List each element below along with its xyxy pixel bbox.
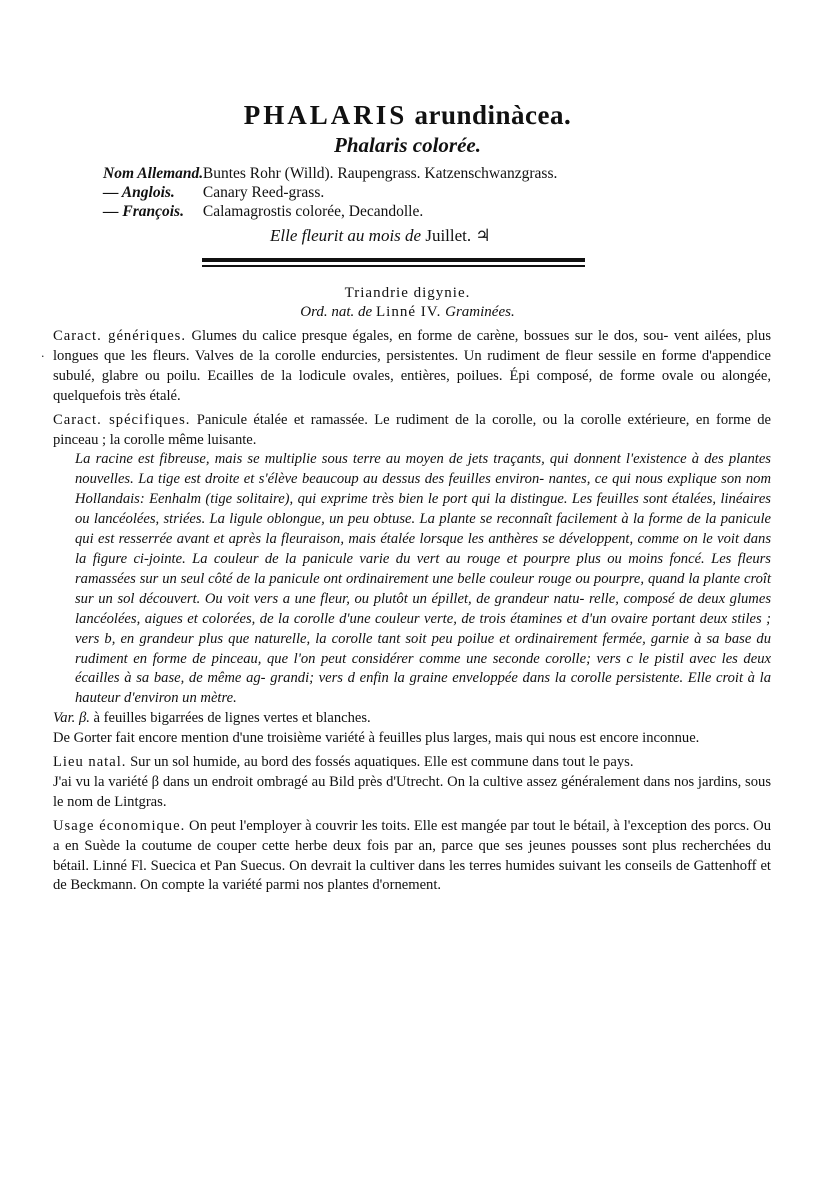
body-text	[53, 327, 771, 896]
section-heading: Usage économique.	[53, 817, 186, 834]
text-line: nantes, ce qui nous explique son nom Hollandais: Eenhalm (tige solitaire), qui exprime très bien le	[75, 471, 772, 508]
text-line: J'ai vu la variété β dans un endroit ombragé au Bild près d'Utrecht. On la cultive assez généralement dans	[53, 773, 671, 790]
order-prefix: Ord. nat. de	[300, 304, 373, 320]
name-row-english	[103, 183, 557, 202]
text-line: en forme de pinceau ; la corolle même luisante.	[53, 411, 771, 448]
order-author: Linné IV.	[375, 304, 442, 320]
text-line: nos jardins, sous le nom de Lintgras.	[53, 773, 772, 810]
perennial-symbol: ♃	[475, 226, 491, 245]
generic-characters	[53, 327, 771, 407]
vernacular-names	[103, 164, 557, 221]
text-line: peu poilue et ordinairement fermée, garnie à sa base du rudiment en forme de pinceau, que l'on peut	[75, 630, 771, 667]
text-line: après la fleuraison, mais étalée lorsque les anthères se développent, comme on le voit dans la figure	[75, 531, 772, 567]
section-heading: Caract. spécifiques.	[53, 411, 191, 428]
name-row-french	[103, 202, 557, 221]
specific-characters	[53, 411, 771, 451]
native-habitat	[53, 753, 771, 773]
gorter-note	[53, 729, 771, 749]
text-line: inconnue.	[642, 730, 700, 747]
text-line: De Gorter fait encore mention d'une troisième variété à feuilles plus larges, mais qui nous est encore	[53, 730, 639, 747]
text-line: Glumes du calice presque égales, en forme de carène, bossues sur le dos, sou-	[191, 328, 669, 344]
text-line: sessile en forme d'appendice subulé, glabre ou poilu. Ecailles de la lodicule ovales, entières, poilues. Épi	[53, 347, 771, 384]
variety-label: Var. β.	[53, 710, 90, 727]
section-heading: Caract. génériques.	[53, 328, 187, 344]
text-line: un peu obtuse. La plante se reconnaît facilement à la forme de la panicule qui est resserrée avant et	[75, 511, 771, 548]
section-heading: Lieu natal.	[53, 754, 127, 771]
text-line: relle, composé de deux glumes lancéolées, aigues et colorées, de la corolle d'une couleur verte, de trois	[75, 590, 771, 627]
flowering-prefix: Elle fleurit au mois de	[270, 226, 422, 245]
order-family: Graminées.	[445, 304, 515, 320]
classification-class: Triandrie digynie.	[344, 285, 471, 301]
page-title	[0, 100, 815, 131]
common-name: Phalaris colorée.	[334, 133, 481, 157]
name-label: — François.	[103, 203, 184, 220]
name-label: — Anglois.	[103, 184, 175, 201]
text-line: composé, de forme ovale ou alongée, quelquefois très étalé.	[53, 367, 772, 404]
name-value: Canary Reed-grass.	[202, 184, 325, 201]
text-line: grandi; vers d enfin la graine enveloppée dans la corolle persistente. Elle croit à la hauteur d'environ	[75, 670, 771, 707]
text-line: jeunes pousses sont plus recherchées du bétail. Linné Fl. Suecica et Pan Suecus. On devrait la cultiver dans	[53, 837, 772, 874]
double-rule-thin	[202, 265, 585, 267]
text-line: à des plantes nouvelles. La tige est droite et s'élève beaucoup au dessus des feuilles environ-	[75, 451, 771, 488]
margin-mark: .	[41, 347, 45, 360]
text-line: l'exception des porcs. Ou a en Suède la coutume de couper cette herbe deux fois par an, parce que ses	[53, 817, 771, 854]
flowering-month: Juillet.	[425, 226, 472, 245]
species-name: arundinàcea.	[414, 100, 572, 130]
text-line: Sur un sol humide, au bord des fossés aquatiques. Elle est commune dans tout le pays.	[130, 754, 634, 771]
name-value: Calamagrostis colorée, Decandolle.	[202, 203, 424, 220]
text-line: ramassées sur un seul côté de la panicule ont ordinairement une belle couleur rouge ou pourpre, quand	[75, 570, 685, 587]
variety	[53, 709, 771, 729]
text-line: la plante croît sur un sol découvert. Ou voit vers a une fleur, ou plutôt un épillet, de grandeur natu-	[75, 570, 771, 607]
flowering-line	[270, 226, 491, 246]
genus-name: PHALARIS	[243, 100, 408, 130]
classification-order	[0, 304, 815, 321]
text-line: un mètre.	[182, 690, 237, 707]
text-line: considérer comme une seconde corolle; vers c le pistil avec les deux écailles à sa base, de même ag-	[75, 650, 771, 687]
text-line: vent ailées, plus longues que les fleurs. Valves de la corolle endurcies, persistentes. Un rudiment de fleur	[53, 328, 772, 364]
double-rule-thick	[202, 258, 585, 262]
text-line: ci-jointe. La couleur de la panicule varie du vert au rouge et pourpre plus ou moins foncé. Les fleurs	[133, 550, 771, 567]
economic-use	[53, 817, 771, 897]
name-row-german	[103, 164, 557, 183]
name-label: Nom Allemand.	[103, 165, 204, 182]
text-line: La racine est fibreuse, mais se multiplie sous terre au moyen de jets traçants, qui donnent l'existence	[75, 451, 687, 468]
text-line: Panicule étalée et ramassée. Le rudiment de la corolle, ou la corolle extérieure,	[196, 411, 690, 428]
text-line: On peut l'employer à couvrir les toits. Elle est mangée par tout le bétail, à	[189, 817, 620, 834]
text-line: étamines et d'un ovaire portant deux stiles ; vers b, en grandeur plus que naturelle, la corolle tant soit	[75, 610, 771, 647]
text-line: les terres humides suivant les conseils de Gattenhoff et de Beckmann. On compte la variété parmi nos	[53, 857, 771, 894]
text-line: plantes d'ornement.	[327, 877, 442, 894]
variety-text: à feuilles bigarrées de lignes vertes et blanches.	[93, 710, 371, 727]
text-line: port qui la distingue. Les feuilles sont étalées, linéaires ou lancéolées, striées. La ligule oblongue,	[75, 491, 771, 528]
name-value: Buntes Rohr (Willd). Raupengrass. Katzenschwanzgrass.	[202, 165, 558, 182]
habitat-variety-note	[53, 773, 771, 813]
description	[53, 450, 771, 709]
